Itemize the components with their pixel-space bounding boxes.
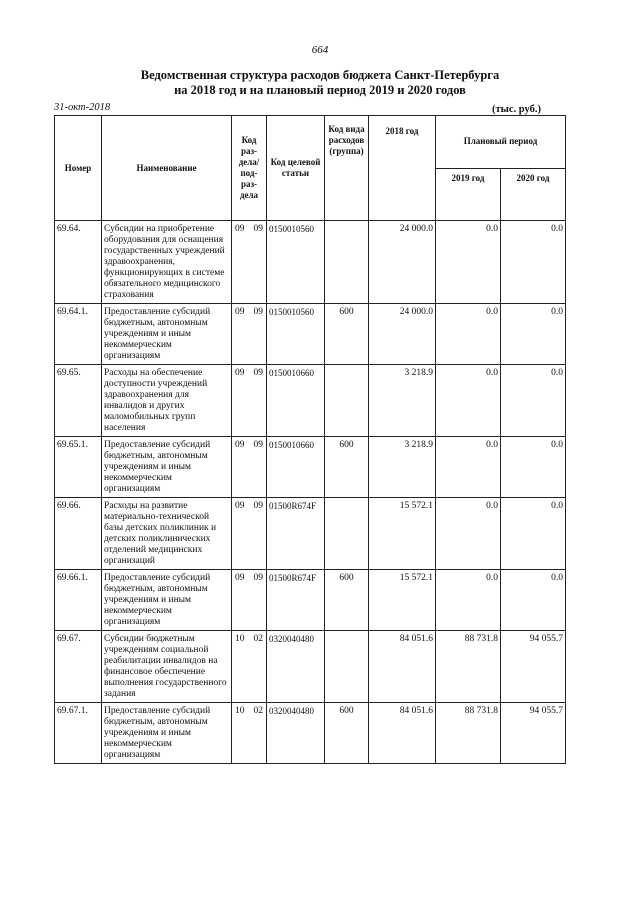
row-name: Расходы на развитие материально-технической базы детских поликлиник и детских поликлинических отделений медицинских организаций (102, 498, 232, 570)
section-code: 09 (235, 573, 245, 583)
row-expense-type: 600 (325, 437, 369, 498)
document-date: 31-окт-2018 (54, 102, 111, 113)
subsection-code: 09 (253, 573, 263, 583)
row-2019-amount: 0.0 (436, 365, 501, 437)
row-target-code: 0150010560 (267, 304, 325, 365)
row-section-code (232, 703, 267, 764)
table-row (55, 631, 566, 703)
row-section-code (232, 221, 267, 304)
subsection-code: 09 (253, 368, 263, 378)
row-2019-amount: 0.0 (436, 221, 501, 304)
row-2020-amount: 0.0 (501, 365, 566, 437)
row-section-code (232, 570, 267, 631)
row-2019-amount: 0.0 (436, 304, 501, 365)
table-row (55, 570, 566, 631)
row-number: 69.65. (55, 365, 102, 437)
row-expense-type: 600 (325, 703, 369, 764)
row-target-code: 01500R674F (267, 570, 325, 631)
table-row (55, 437, 566, 498)
row-number: 69.66. (55, 498, 102, 570)
row-expense-type (325, 631, 369, 703)
header-number: Номер (55, 116, 102, 221)
row-2020-amount: 0.0 (501, 221, 566, 304)
section-code: 09 (235, 368, 245, 378)
row-target-code: 0150010560 (267, 221, 325, 304)
section-code: 09 (235, 307, 245, 317)
row-name: Предоставление субсидий бюджетным, автономным учреждениям и иным некоммерческим организациям (102, 437, 232, 498)
subsection-code: 09 (253, 440, 263, 450)
row-2018-amount: 84 051.6 (369, 631, 436, 703)
row-expense-type: 600 (325, 304, 369, 365)
row-number: 69.64.1. (55, 304, 102, 365)
header-expense-type-code: Код вида расходов (группа) (325, 116, 369, 221)
header-2019: 2019 год (436, 168, 501, 221)
row-2018-amount: 3 218.9 (369, 437, 436, 498)
budget-table (54, 115, 566, 764)
row-expense-type (325, 365, 369, 437)
title-line-1: Ведомственная структура расходов бюджета Санкт-Петербурга (140, 68, 500, 82)
row-section-code (232, 304, 267, 365)
row-2018-amount: 24 000.0 (369, 221, 436, 304)
row-2018-amount: 84 051.6 (369, 703, 436, 764)
subsection-code: 09 (253, 224, 263, 234)
section-code: 09 (235, 224, 245, 234)
row-2020-amount: 94 055.7 (501, 703, 566, 764)
row-number: 69.64. (55, 221, 102, 304)
table-row (55, 221, 566, 304)
row-2018-amount: 24 000.0 (369, 304, 436, 365)
section-code: 10 (235, 634, 245, 644)
table-row (55, 304, 566, 365)
row-section-code (232, 498, 267, 570)
row-2019-amount: 0.0 (436, 570, 501, 631)
row-number: 69.65.1. (55, 437, 102, 498)
row-2018-amount: 3 218.9 (369, 365, 436, 437)
row-2020-amount: 0.0 (501, 437, 566, 498)
row-name: Предоставление субсидий бюджетным, автономным учреждениям и иным некоммерческим организациям (102, 304, 232, 365)
title-line-2: на 2018 год и на плановый период 2019 и 2020 годов (174, 83, 466, 97)
row-target-code: 0150010660 (267, 365, 325, 437)
row-target-code: 0320040480 (267, 703, 325, 764)
row-section-code (232, 365, 267, 437)
section-code: 10 (235, 706, 245, 716)
header-target-code: Код целевой статьи (267, 116, 325, 221)
section-code: 09 (235, 440, 245, 450)
row-2019-amount: 88 731.8 (436, 631, 501, 703)
row-2019-amount: 0.0 (436, 437, 501, 498)
header-name: Наименование (102, 116, 232, 221)
row-2020-amount: 0.0 (501, 498, 566, 570)
row-number: 69.67.1. (55, 703, 102, 764)
units-label: (тыс. руб.) (492, 104, 541, 115)
table-row (55, 365, 566, 437)
row-2018-amount: 15 572.1 (369, 570, 436, 631)
row-2019-amount: 0.0 (436, 498, 501, 570)
row-section-code (232, 437, 267, 498)
page-number: 664 (311, 44, 329, 56)
row-name: Субсидии на приобретение оборудования для оснащения государственных учреждений здравоохранения, функционирующих в системе обязательного медицинского страхования (102, 221, 232, 304)
header-2018: 2018 год (369, 116, 436, 221)
row-2018-amount: 15 572.1 (369, 498, 436, 570)
row-section-code (232, 631, 267, 703)
row-2020-amount: 0.0 (501, 304, 566, 365)
row-name: Предоставление субсидий бюджетным, автономным учреждениям и иным некоммерческим организациям (102, 570, 232, 631)
subsection-code: 02 (253, 706, 263, 716)
row-2020-amount: 0.0 (501, 570, 566, 631)
row-number: 69.67. (55, 631, 102, 703)
row-expense-type (325, 221, 369, 304)
document-title (0, 68, 640, 98)
subsection-code: 09 (253, 307, 263, 317)
row-expense-type (325, 498, 369, 570)
row-target-code: 0150010660 (267, 437, 325, 498)
header-plan-period: Плановый период (436, 116, 566, 169)
row-target-code: 0320040480 (267, 631, 325, 703)
row-name: Предоставление субсидий бюджетным, автономным учреждениям и иным некоммерческим организациям (102, 703, 232, 764)
header-2020: 2020 год (501, 168, 566, 221)
subsection-code: 09 (253, 501, 263, 511)
table-row (55, 498, 566, 570)
row-2020-amount: 94 055.7 (501, 631, 566, 703)
row-name: Расходы на обеспечение доступности учреждений здравоохранения для инвалидов и других маломобильных групп населения (102, 365, 232, 437)
row-2019-amount: 88 731.8 (436, 703, 501, 764)
row-number: 69.66.1. (55, 570, 102, 631)
row-target-code: 01500R674F (267, 498, 325, 570)
subsection-code: 02 (253, 634, 263, 644)
table-row (55, 703, 566, 764)
section-code: 09 (235, 501, 245, 511)
row-expense-type: 600 (325, 570, 369, 631)
header-section-code: Код раз- дела/ под- раз- дела (232, 116, 267, 221)
row-name: Субсидии бюджетным учреждениям социальной реабилитации инвалидов на финансовое обеспечение выполнения государственного задания (102, 631, 232, 703)
